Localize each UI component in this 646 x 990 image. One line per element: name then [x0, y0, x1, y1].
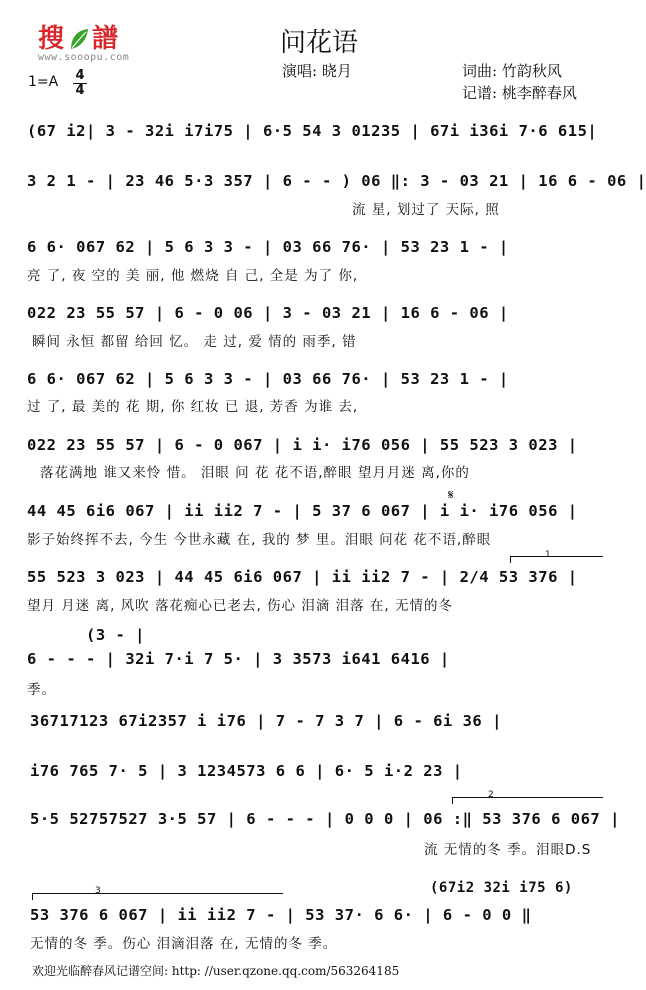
transcriber-credit: 记谱: 桃李醉春风: [462, 84, 577, 102]
volta-1-bracket: [510, 556, 603, 563]
staff-line: i76 765 7· 5 | 3 1234573 6 6 | 6· 5 i·2 23 |: [30, 762, 463, 780]
upper-staff-fragment: (3 - |: [86, 626, 145, 644]
composer-credit: 词曲: 竹韵秋风: [462, 62, 562, 80]
staff-line: 55 523 3 023 | 44 45 6i6 067 | ii ii2 7 - | 2/4 53 376 |: [27, 568, 578, 586]
lyric-line: 瞬间 永恒 都留 给回 忆。 走 过, 爱 情的 雨季, 错: [32, 334, 357, 350]
staff-line: 5·5 52757527 3·5 57 | 6 - - - | 0 0 0 | 06 :‖ 53 376 6 067 |: [30, 810, 620, 828]
volta-2-bracket: [452, 797, 603, 804]
staff-line: 6 - - - | 32i 7·i 7 5· | 3 3573 i641 6416 |: [27, 650, 450, 668]
lyric-line: 无情的冬 季。伤心 泪滴泪落 在, 无情的冬 季。: [30, 936, 338, 952]
logo-text-left: 搜: [38, 24, 67, 54]
time-signature: [73, 70, 87, 97]
lyric-line: 望月 月迷 离, 风吹 落花痴心已老去, 伤心 泪滴 泪落 在, 无情的冬: [27, 598, 453, 614]
footer-credit: 欢迎光临醉春风记谱空间: http: //user.qzone.qq.com/563264185: [32, 964, 400, 978]
staff-line: 44 45 6i6 067 | ii ii2 7 - | 5 37 6 067 | i i· i76 056 |: [27, 502, 578, 520]
triplet-bracket: [32, 893, 283, 900]
staff-line: 36717123 67i2357 i i76 | 7 - 7 3 7 | 6 - 6i 36 |: [30, 712, 502, 730]
key-signature: 1=A: [28, 74, 59, 90]
lyric-line: 过 了, 最 美的 花 期, 你 红妆 已 退, 芳香 为谁 去,: [27, 399, 359, 415]
lyric-line: 影子始终挥不去, 今生 今世永藏 在, 我的 梦 里。泪眼 问花 花不语,醉眼: [27, 532, 492, 548]
site-logo: [38, 18, 130, 63]
upper-staff-fragment: (67i2 32i i75 6): [430, 880, 573, 896]
staff-line: 022 23 55 57 | 6 - 0 06 | 3 - 03 21 | 16 6 - 06 |: [27, 304, 509, 322]
triplet-number: 3: [95, 886, 101, 896]
staff-line: 022 23 55 57 | 6 - 0 067 | i i· i76 056 | 55 523 3 023 |: [27, 436, 578, 454]
segno-sign: 𝄋: [448, 488, 454, 503]
leaf-icon: [68, 27, 90, 51]
staff-line: 6 6· 067 62 | 5 6 3 3 - | 03 66 76· | 53 23 1 - |: [27, 370, 509, 388]
lyric-line: 流 无情的冬 季。泪眼D.S: [424, 842, 592, 858]
lyric-line: 季。: [27, 682, 56, 698]
volta-1-number: 1: [545, 550, 551, 560]
logo-url: www.sooopu.com: [38, 52, 130, 63]
staff-line: 53 376 6 067 | ii ii2 7 - | 53 37· 6 6· | 6 - 0 0 ‖: [30, 906, 532, 924]
logo-text-right: 譜: [92, 24, 121, 54]
lyric-line: 落花满地 谁又来怜 惜。 泪眼 问 花 花不语,醉眼 望月月迷 离,你的: [40, 465, 470, 481]
staff-line: (67 i2| 3 - 32i i7i75 | 6·5 54 3 01235 | 67i i36i 7·6 615|: [27, 122, 598, 140]
time-signature-bottom: 4: [75, 83, 85, 98]
singer-credit: 演唱: 晓月: [282, 62, 352, 80]
lyric-line: 流 星, 划过了 天际, 照: [352, 202, 500, 218]
staff-line: 3 2 1 - | 23 46 5·3 357 | 6 - - ) 06 ‖: 3 - 03 21 | 16 6 - 06 |: [27, 172, 646, 190]
time-signature-top: 4: [75, 68, 85, 83]
song-title: 问花语: [280, 28, 359, 58]
lyric-line: 亮 了, 夜 空的 美 丽, 他 燃烧 自 己, 全是 为了 你,: [27, 268, 359, 284]
staff-line: 6 6· 067 62 | 5 6 3 3 - | 03 66 76· | 53 23 1 - |: [27, 238, 509, 256]
volta-2-number: 2: [488, 790, 494, 800]
